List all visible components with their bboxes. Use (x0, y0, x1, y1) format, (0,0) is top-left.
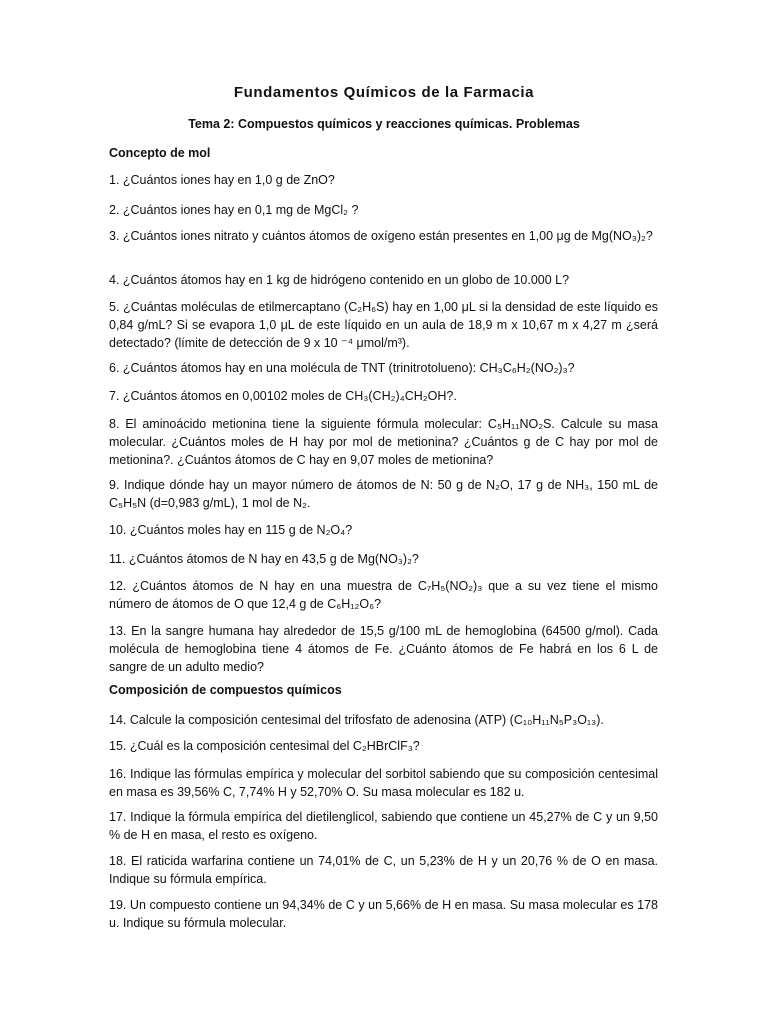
section-heading-concepto-de-mol: Concepto de mol (109, 146, 211, 160)
problem-4: 4. ¿Cuántos átomos hay en 1 kg de hidrógeno contenido en un globo de 10.000 L? (109, 273, 570, 287)
problem-18: 18. El raticida warfarina contiene un 74,01% de C, un 5,23% de H y un 20,76 % de O en masa. Indique su fórmula empírica. (109, 854, 662, 886)
problem-7: 7. ¿Cuántos átomos en 0,00102 moles de CH₃(CH₂)₄CH₂OH?. (109, 389, 457, 403)
problem-9: 9. Indique dónde hay un mayor número de átomos de N: 50 g de N₂O, 17 g de NH₃, 150 mL de C₅H₅N (d=0,983 g/mL), 1 mol de N₂. (109, 478, 662, 510)
problem-19: 19. Un compuesto contiene un 94,34% de C y un 5,66% de H en masa. Su masa molecular es 178 u. Indique su fórmula molecular. (109, 898, 662, 930)
problem-17: 17. Indique la fórmula empírica del dietilenglicol, sabiendo que contiene un 45,27% de C y un 9,50 % de H en masa, el resto es oxígeno. (109, 810, 662, 842)
problem-5: 5. ¿Cuántas moléculas de etilmercaptano (C₂H₆S) hay en 1,00 μL si la densidad de este líquido es 0,84 g/mL? Si se evapora 1,0 μL de este líquido en un aula de 18,9 m x 10,67 m x 4,27 m ¿será detectado? (límite de detección de 9 x 10 ⁻⁴ μmol/m³). (109, 300, 662, 350)
document-subtitle: Tema 2: Compuestos químicos y reacciones químicas. Problemas (188, 117, 580, 131)
problem-14: 14. Calcule la composición centesimal del trifosfato de adenosina (ATP) (C₁₀H₁₁N₅P₃O₁₃). (109, 713, 604, 727)
problem-1: 1. ¿Cuántos iones hay en 1,0 g de ZnO? (109, 173, 335, 187)
problem-16: 16. Indique las fórmulas empírica y molecular del sorbitol sabiendo que su composición centesimal en masa es 39,56% C, 7,74% H y 52,70% O. Su masa molecular es 182 u. (109, 767, 662, 799)
document-title: Fundamentos Químicos de la Farmacia (233, 84, 535, 101)
problem-13: 13. En la sangre humana hay alrededor de 15,5 g/100 mL de hemoglobina (64500 g/mol). Cada molécula de hemoglobina tiene 4 átomos de Fe. ¿Cuánto átomos de Fe habrá en los 6 L de sangre de un adulto medio? (109, 624, 662, 674)
problem-6: 6. ¿Cuántos átomos hay en una molécula de TNT (trinitrotolueno): CH₃C₆H₂(NO₂)₃? (109, 361, 575, 375)
problem-15: 15. ¿Cuál es la composición centesimal del C₂HBrClF₃? (109, 739, 420, 753)
section-heading-composicion: Composición de compuestos químicos (109, 683, 342, 697)
problem-12: 12. ¿Cuántos átomos de N hay en una muestra de C₇H₅(NO₂)₃ que a su vez tiene el mismo número de átomos de O que 12,4 g de C₆H₁₂O₆? (109, 579, 662, 611)
problem-3: 3. ¿Cuántos iones nitrato y cuántos átomos de oxígeno están presentes en 1,00 μg de Mg(NO₃)₂? (109, 229, 653, 243)
problem-11: 11. ¿Cuántos átomos de N hay en 43,5 g de Mg(NO₃)₂? (109, 552, 419, 566)
problem-8: 8. El aminoácido metionina tiene la siguiente fórmula molecular: C₅H₁₁NO₂S. Calcule su masa molecular. ¿Cuántos moles de H hay por mol de metionina? ¿Cuántos g de C hay por mol de metionina?. ¿Cuántos átomos de C hay en 9,07 moles de metionina? (109, 417, 662, 467)
problem-2: 2. ¿Cuántos iones hay en 0,1 mg de MgCl₂ ? (109, 203, 359, 217)
problem-10: 10. ¿Cuántos moles hay en 115 g de N₂O₄? (109, 523, 353, 537)
